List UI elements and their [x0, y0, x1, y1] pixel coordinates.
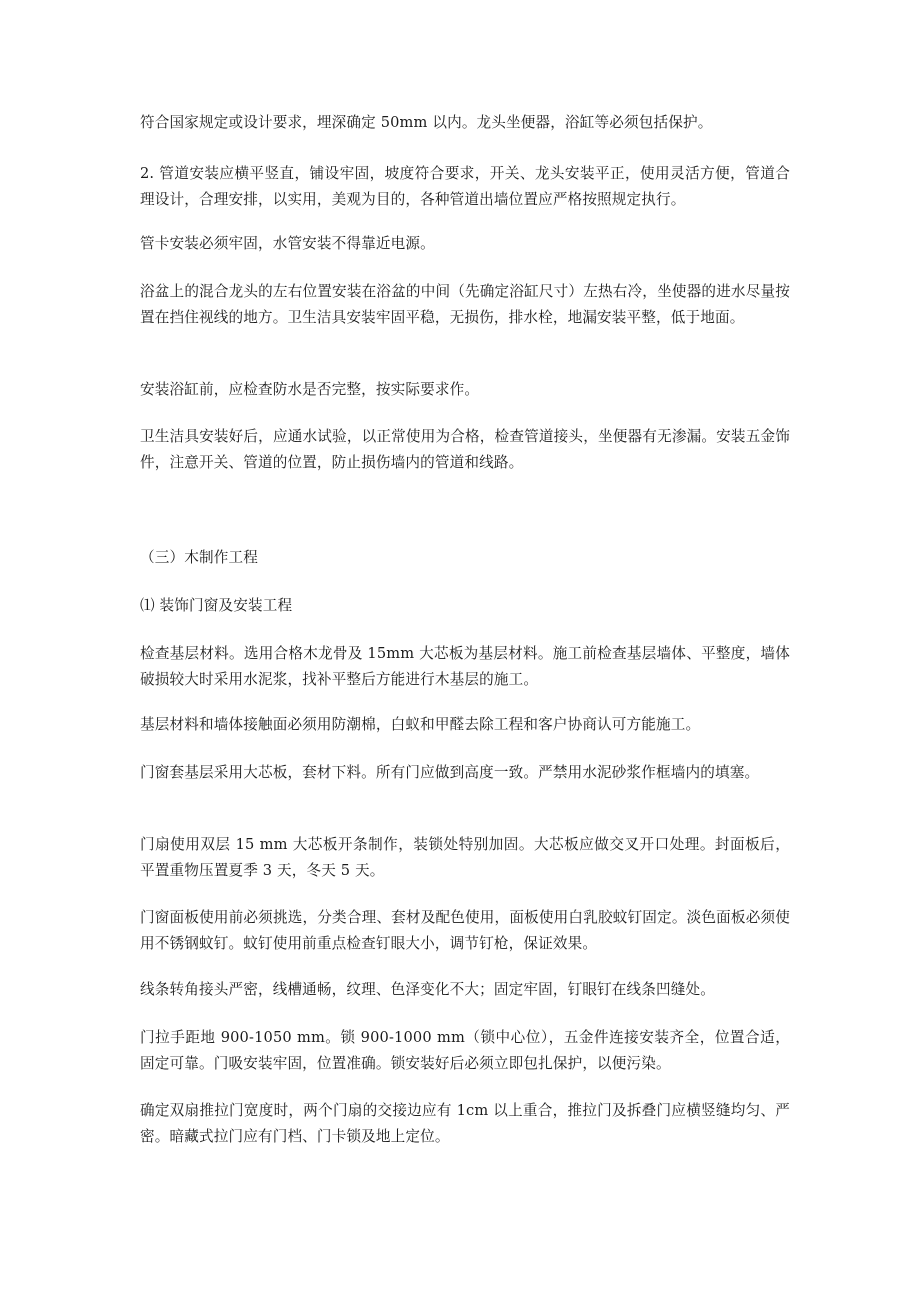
paragraph-pipe-clamp: 管卡安装必须牢固，水管安装不得靠近电源。: [140, 235, 435, 252]
paragraph-pipe-burial: 符合国家规定或设计要求，埋深确定 50mm 以内。龙头坐便器，浴缸等必须包括保护。: [140, 114, 713, 131]
section-heading-woodwork: （三）木制作工程: [140, 549, 258, 566]
subsection-heading-doors-windows: ⑴ 装饰门窗及安装工程: [140, 597, 293, 614]
paragraph-door-frame: 门窗套基层采用大芯板，套材下料。所有门应做到高度一致。严禁用水泥砂浆作框墙内的填塞。: [140, 764, 760, 781]
paragraph-door-leaf: 门扇使用双层 15 mm 大芯板开条制作，装锁处特别加固。大芯板应做交叉开口处理。封面板后，平置重物压置夏季 3 天，冬天 5 天。: [140, 836, 790, 879]
paragraph-bathtub-waterproof: 安装浴缸前，应检查防水是否完整，按实际要求作。: [140, 381, 480, 398]
paragraph-molding-joints: 线条转角接头严密，线槽通畅，纹理、色泽变化不大；固定牢固，钉眼钉在线条凹缝处。: [140, 981, 716, 998]
paragraph-door-hardware: 门拉手距地 900-1050 mm。锁 900-1000 mm（锁中心位），五金件连接安装齐全，位置合适，固定可靠。门吸安装牢固，位置准确。锁安装好后必须立即包扎保护，以便污染。: [140, 1029, 790, 1072]
paragraph-base-materials: 检查基层材料。选用合格木龙骨及 15mm 大芯板为基层材料。施工前检查基层墙体、平整度，墙体破损较大时采用水泥浆，找补平整后方能进行木基层的施工。: [140, 645, 790, 688]
paragraph-moisture-proof: 基层材料和墙体接触面必须用防潮棉，白蚁和甲醛去除工程和客户协商认可方能施工。: [140, 716, 701, 733]
paragraph-bathtub-faucet: 浴盆上的混合龙头的左右位置安装在浴盆的中间（先确定浴缸尺寸）左热右冷，坐使器的进水尽量按置在挡住视线的地方。卫生洁具安装牢固平稳，无损伤，排水栓，地漏安装平整，低于地面。: [140, 283, 790, 326]
paragraph-face-panel: 门窗面板使用前必须挑选，分类合理、套材及配色使用，面板使用白乳胶蚊钉固定。淡色面板必须使用不锈钢蚊钉。蚊钉使用前重点检查钉眼大小，调节钉枪，保证效果。: [140, 909, 790, 952]
paragraph-sliding-door: 确定双扇推拉门宽度时，两个门扇的交接边应有 1cm 以上重合，推拉门及拆叠门应横竖缝均匀、严密。暗藏式拉门应有门档、门卡锁及地上定位。: [140, 1102, 790, 1145]
paragraph-sanitary-test: 卫生洁具安装好后，应通水试验，以正常使用为合格，检查管道接头，坐便器有无渗漏。安装五金饰件，注意开关、管道的位置，防止损伤墙内的管道和线路。: [140, 428, 790, 471]
paragraph-pipe-installation: 2. 管道安装应横平竖直，铺设牢固，坡度符合要求，开关、龙头安装平正，使用灵活方便，管道合理设计，合理安排，以实用，美观为目的，各种管道出墙位置应严格按照规定执行。: [140, 165, 790, 208]
